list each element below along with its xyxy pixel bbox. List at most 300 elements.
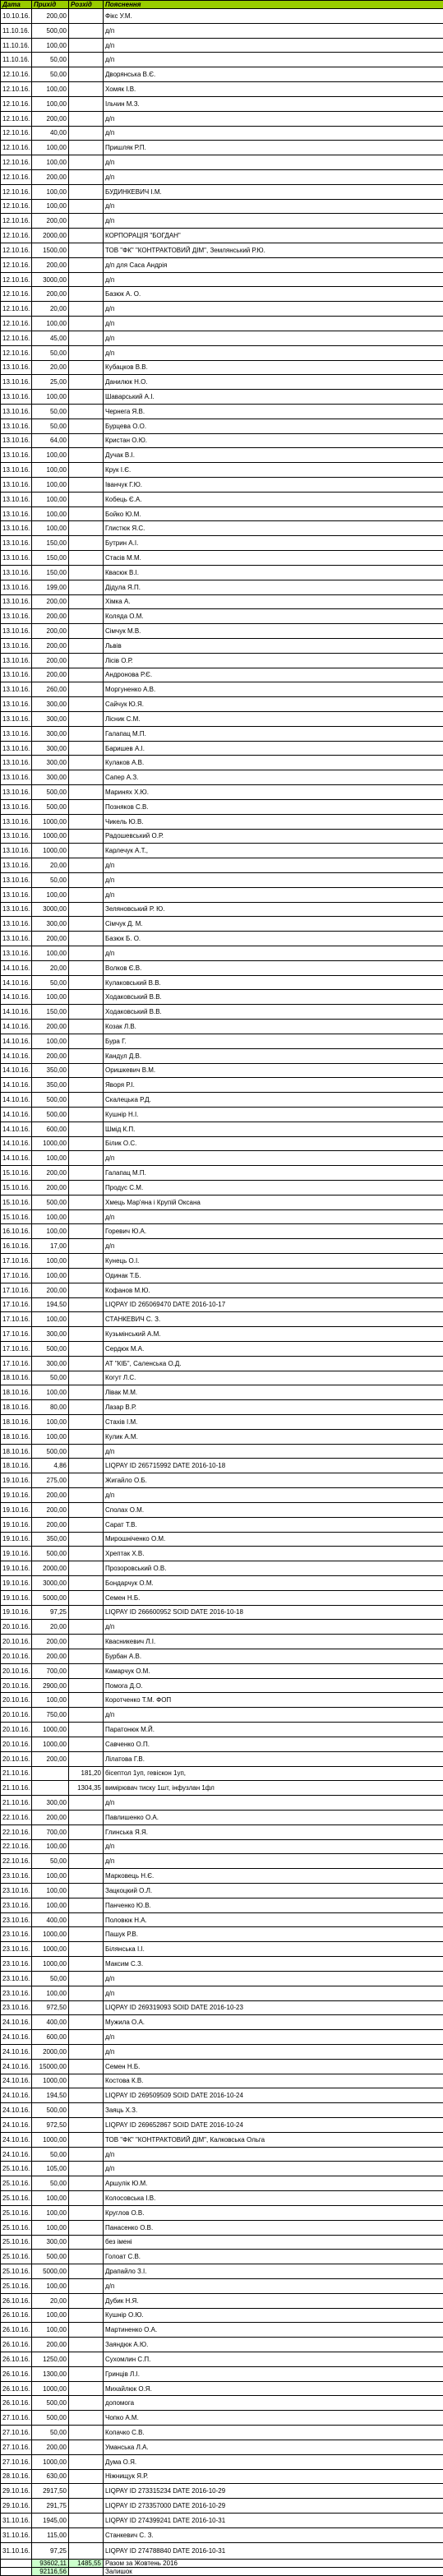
table-row [1,1181,443,1196]
row-expense [69,902,104,917]
row-income: 1000,00 [32,2381,69,2396]
row-income: 275,00 [32,1473,69,1488]
table-row [1,404,443,419]
table-row [1,2074,443,2088]
row-income: 500,00 [32,2396,69,2411]
table-row [1,1107,443,1122]
row-expense [69,478,104,493]
row-expense [69,1517,104,1532]
date-column-header: Дата [1,1,32,9]
row-description: Козак Л.В. [104,1020,443,1034]
row-description: КОРПОРАЦІЯ "БОГДАН" [104,229,443,243]
table-row [1,302,443,317]
row-expense [69,1136,104,1151]
table-row [1,1488,443,1503]
row-expense [69,682,104,697]
row-expense [69,1122,104,1136]
row-description: Колосовська І.В. [104,2191,443,2206]
row-income: 50,00 [32,2426,69,2440]
row-expense [69,2000,104,2015]
table-row [1,1239,443,1254]
row-income: 80,00 [32,1400,69,1415]
row-expense [69,2323,104,2338]
row-income: 25,00 [32,375,69,390]
row-income: 300,00 [32,1327,69,1342]
row-expense [69,419,104,433]
row-income: 200,00 [32,287,69,302]
row-description: Оришкевич В.М. [104,1063,443,1078]
row-expense [69,551,104,566]
row-income: 200,00 [32,169,69,184]
row-expense [69,932,104,946]
row-income: 100,00 [32,1869,69,1884]
table-row [1,1957,443,1972]
row-description: Бурбан А.В. [104,1649,443,1664]
table-row [1,1371,443,1385]
row-date: 22.10.16. [1,1810,32,1824]
row-date: 15.10.16. [1,1166,32,1181]
table-row [1,1078,443,1093]
row-expense [69,1151,104,1166]
row-description: Бойко Ю.М. [104,506,443,521]
row-income: 1000,00 [32,2132,69,2147]
row-date: 13.10.16. [1,565,32,580]
row-expense [69,1224,104,1239]
row-date: 13.10.16. [1,375,32,390]
row-date: 24.10.16. [1,2074,32,2088]
row-description: д/п [104,2030,443,2045]
table-row [1,887,443,902]
row-date: 29.10.16. [1,2484,32,2499]
row-description: Сухомлин С.П. [104,2352,443,2367]
row-description: допомога [104,2396,443,2411]
row-income: 600,00 [32,2030,69,2045]
table-row [1,785,443,800]
row-date: 13.10.16. [1,594,32,609]
row-date: 13.10.16. [1,814,32,829]
row-expense [69,2527,104,2542]
row-description: Білянська І.І. [104,1942,443,1957]
row-income: 100,00 [32,390,69,405]
table-row [1,2278,443,2293]
row-description: Сердюк М.А. [104,1341,443,1356]
row-description: Волков Є.В. [104,960,443,975]
row-date: 20.10.16. [1,1708,32,1723]
row-description: Хімка А. [104,594,443,609]
row-expense [69,1898,104,1912]
row-description: Базюк А. О. [104,287,443,302]
row-description: Білик О.С. [104,1136,443,1151]
table-row [1,419,443,433]
row-expense [69,1620,104,1635]
table-row [1,2147,443,2162]
row-income: 200,00 [32,1635,69,1649]
row-income: 150,00 [32,565,69,580]
table-row [1,2162,443,2176]
row-expense [69,331,104,345]
row-income: 600,00 [32,1122,69,1136]
row-date: 15.10.16. [1,1195,32,1209]
table-row [1,2484,443,2499]
row-expense [69,2542,104,2559]
row-description: д/п [104,2147,443,2162]
row-expense [69,858,104,873]
row-date: 13.10.16. [1,360,32,375]
row-date: 25.10.16. [1,2220,32,2235]
row-expense [69,2235,104,2250]
row-description: Бура Г. [104,1034,443,1048]
row-date: 17.10.16. [1,1268,32,1283]
row-date: 27.10.16. [1,2426,32,2440]
row-date: 14.10.16. [1,1107,32,1122]
row-expense [69,2469,104,2484]
row-date: 13.10.16. [1,624,32,639]
row-income: 300,00 [32,770,69,785]
row-date: 13.10.16. [1,902,32,917]
row-income: 300,00 [32,1796,69,1811]
table-row [1,214,443,229]
table-row [1,1415,443,1430]
table-row [1,1224,443,1239]
table-row [1,2499,443,2514]
row-income: 50,00 [32,975,69,990]
row-income: 100,00 [32,1151,69,1166]
table-row [1,975,443,990]
row-description: Чернега Я.В. [104,404,443,419]
row-income: 100,00 [32,199,69,214]
row-description: Квасюк В.І. [104,565,443,580]
row-date: 20.10.16. [1,1635,32,1649]
row-date: 26.10.16. [1,2293,32,2308]
row-expense [69,1942,104,1957]
table-row [1,1605,443,1620]
row-date: 19.10.16. [1,1517,32,1532]
row-description: Уманська Л.А. [104,2440,443,2454]
row-description: Сімчук М.В. [104,624,443,639]
table-row [1,1708,443,1723]
table-row [1,67,443,82]
table-row [1,184,443,199]
row-income: 200,00 [32,214,69,229]
row-description: Коротченко Т.М. ФОП [104,1693,443,1708]
table-row [1,1971,443,1986]
row-description: Лазар В.Р. [104,1400,443,1415]
row-description: Стахів І.М. [104,1415,443,1430]
row-date: 18.10.16. [1,1459,32,1473]
row-date: 25.10.16. [1,2250,32,2264]
row-income: 50,00 [32,2147,69,2162]
row-description: Семен Н.Б. [104,2059,443,2074]
row-date: 17.10.16. [1,1341,32,1356]
row-description: Сімчук Д. М. [104,917,443,932]
row-expense [69,53,104,67]
row-income: 115,00 [32,2527,69,2542]
table-row [1,946,443,961]
row-date: 17.10.16. [1,1356,32,1371]
row-date: 25.10.16. [1,2191,32,2206]
row-income: 100,00 [32,2205,69,2220]
row-date: 19.10.16. [1,1488,32,1503]
row-date: 25.10.16. [1,2162,32,2176]
row-income: 100,00 [32,2191,69,2206]
row-description: Дідула Я.П. [104,580,443,594]
balance-expense-cell [69,2568,104,2576]
row-description: Ільчин М.З. [104,96,443,111]
row-income: 100,00 [32,2220,69,2235]
row-description: д/п [104,1620,443,1635]
table-row [1,1356,443,1371]
row-date: 13.10.16. [1,785,32,800]
row-income: 630,00 [32,2469,69,2484]
table-row [1,2293,443,2308]
row-income: 20,00 [32,858,69,873]
table-row [1,23,443,38]
row-income: 300,00 [32,756,69,770]
row-income: 100,00 [32,1224,69,1239]
row-expense [69,287,104,302]
row-description: Дучак В.І. [104,448,443,463]
row-expense [69,1327,104,1342]
row-description: Жигайло О.Б. [104,1473,443,1488]
table-row [1,609,443,624]
row-description: Глистюк Я.С. [104,521,443,536]
row-date: 12.10.16. [1,82,32,97]
table-row [1,1473,443,1488]
row-income: 150,00 [32,536,69,551]
row-description: Дворянська В.Є. [104,67,443,82]
row-income: 100,00 [32,1268,69,1283]
table-row [1,478,443,493]
row-expense [69,1107,104,1122]
row-description: Круглов О.В. [104,2205,443,2220]
row-date: 18.10.16. [1,1371,32,1385]
row-income: 200,00 [32,1020,69,1034]
row-expense [69,521,104,536]
row-expense [69,1547,104,1561]
row-income: 200,00 [32,932,69,946]
table-row [1,726,443,741]
row-expense [69,1708,104,1723]
row-date: 24.10.16. [1,2088,32,2103]
row-income: 100,00 [32,155,69,170]
row-description: LIQPAY ID 273357000 DATE 2016-10-29 [104,2499,443,2514]
table-row [1,2000,443,2015]
row-description: Моргуненко А.В. [104,682,443,697]
row-description: ТОВ "ФК" "КОНТРАКТОВИЙ ДІМ", Калковська Ольга [104,2132,443,2147]
row-expense [69,2426,104,2440]
row-date: 12.10.16. [1,214,32,229]
row-description: Панченко Ю.В. [104,1898,443,1912]
row-description: Хрептак Х.В. [104,1547,443,1561]
row-expense [69,1429,104,1444]
row-income: 97,25 [32,1605,69,1620]
row-date: 26.10.16. [1,2396,32,2411]
row-date: 14.10.16. [1,1093,32,1108]
row-description: Пришляк Р.П. [104,141,443,155]
row-description: Кобець Є.А. [104,492,443,506]
row-income: 300,00 [32,1356,69,1371]
row-description: Іванчук Г.Ю. [104,478,443,493]
row-date: 14.10.16. [1,1078,32,1093]
row-date: 24.10.16. [1,2015,32,2030]
row-income: 100,00 [32,506,69,521]
balance-date-cell [1,2568,32,2576]
row-description: Кубацков В.В. [104,360,443,375]
row-income: 64,00 [32,433,69,448]
row-income: 17,00 [32,1239,69,1254]
row-expense [69,1415,104,1430]
row-description: Ходаковський В.В. [104,990,443,1005]
row-expense [69,1356,104,1371]
row-income: 500,00 [32,1195,69,1209]
row-date: 26.10.16. [1,2366,32,2381]
row-date: 23.10.16. [1,1912,32,1927]
row-date: 12.10.16. [1,272,32,287]
table-row [1,1737,443,1751]
row-date: 26.10.16. [1,2338,32,2352]
row-expense [69,2162,104,2176]
table-row [1,2250,443,2264]
row-expense [69,1400,104,1415]
table-row [1,257,443,272]
table-row [1,1532,443,1547]
table-row [1,331,443,345]
row-expense [69,2103,104,2118]
row-date: 12.10.16. [1,169,32,184]
row-description: Данилюк Н.О. [104,375,443,390]
table-row [1,375,443,390]
table-row [1,902,443,917]
row-income: 100,00 [32,1385,69,1400]
row-income: 97,25 [32,2542,69,2559]
table-row [1,990,443,1005]
row-expense [69,2074,104,2088]
row-date: 23.10.16. [1,1986,32,2000]
row-description: Одинак Т.Б. [104,1268,443,1283]
row-expense [69,433,104,448]
row-description: д/п [104,1444,443,1459]
row-expense [69,199,104,214]
table-row [1,1020,443,1034]
row-income: 300,00 [32,741,69,756]
row-expense [69,872,104,887]
row-expense [69,697,104,712]
row-expense [69,2278,104,2293]
row-income: 500,00 [32,785,69,800]
table-row [1,1151,443,1166]
row-income: 350,00 [32,1078,69,1093]
row-expense [69,1254,104,1269]
row-description: Скалецька Р.Д. [104,1093,443,1108]
row-date: 23.10.16. [1,1898,32,1912]
table-row [1,624,443,639]
row-description: д/п [104,272,443,287]
table-row [1,1547,443,1561]
row-description: д/п [104,1488,443,1503]
table-row [1,814,443,829]
row-expense [69,317,104,331]
row-expense [69,2044,104,2059]
row-expense [69,946,104,961]
row-income: 500,00 [32,2103,69,2118]
row-description: Марковець Н.Є. [104,1869,443,1884]
table-row [1,111,443,126]
row-income: 200,00 [32,2338,69,2352]
table-row [1,1005,443,1020]
row-expense [69,2454,104,2469]
row-description: Станкевич С. З. [104,2527,443,2542]
row-income: 50,00 [32,404,69,419]
table-row [1,1502,443,1517]
row-description: д/п [104,1151,443,1166]
row-description: д/п [104,1708,443,1723]
table-row [1,1898,443,1912]
row-income: 200,00 [32,1048,69,1063]
row-expense [69,1473,104,1488]
row-date: 12.10.16. [1,257,32,272]
row-expense [69,1723,104,1737]
table-row [1,2352,443,2367]
row-income: 500,00 [32,2250,69,2264]
row-expense [69,638,104,653]
row-date: 24.10.16. [1,2147,32,2162]
row-income: 400,00 [32,2015,69,2030]
table-row [1,536,443,551]
row-date: 20.10.16. [1,1649,32,1664]
table-row [1,199,443,214]
table-row [1,390,443,405]
row-description: д/п [104,946,443,961]
row-expense [69,1209,104,1224]
row-expense [69,2205,104,2220]
table-row [1,1884,443,1898]
table-row [1,2366,443,2381]
table-row [1,126,443,141]
row-expense [69,2015,104,2030]
row-description: Зеляновський Р. Ю. [104,902,443,917]
row-expense [69,1796,104,1811]
row-income: 100,00 [32,478,69,493]
row-description: д/п [104,2162,443,2176]
row-income: 2000,00 [32,2044,69,2059]
row-income: 50,00 [32,345,69,360]
table-row [1,2513,443,2527]
row-income: 2900,00 [32,1678,69,1693]
row-income: 400,00 [32,1912,69,1927]
row-date: 12.10.16. [1,155,32,170]
row-expense [69,184,104,199]
row-description: Чикель Ю.В. [104,814,443,829]
row-expense [69,1488,104,1503]
row-date: 13.10.16. [1,829,32,844]
row-income: 5000,00 [32,2264,69,2279]
row-income: 150,00 [32,551,69,566]
row-description: Маринях Х.Ю. [104,785,443,800]
row-expense [69,1283,104,1297]
row-description: Гринців Л.І. [104,2366,443,2381]
row-expense [69,2147,104,2162]
row-date: 23.10.16. [1,1927,32,1942]
row-description: Паратонюк М.Й. [104,1723,443,1737]
row-description: Половюк Н.А. [104,1912,443,1927]
row-income: 15000,00 [32,2059,69,2074]
row-description: д/п [104,302,443,317]
row-expense [69,756,104,770]
row-expense [69,1239,104,1254]
row-expense [69,390,104,405]
table-row [1,53,443,67]
row-income: 50,00 [32,1371,69,1385]
